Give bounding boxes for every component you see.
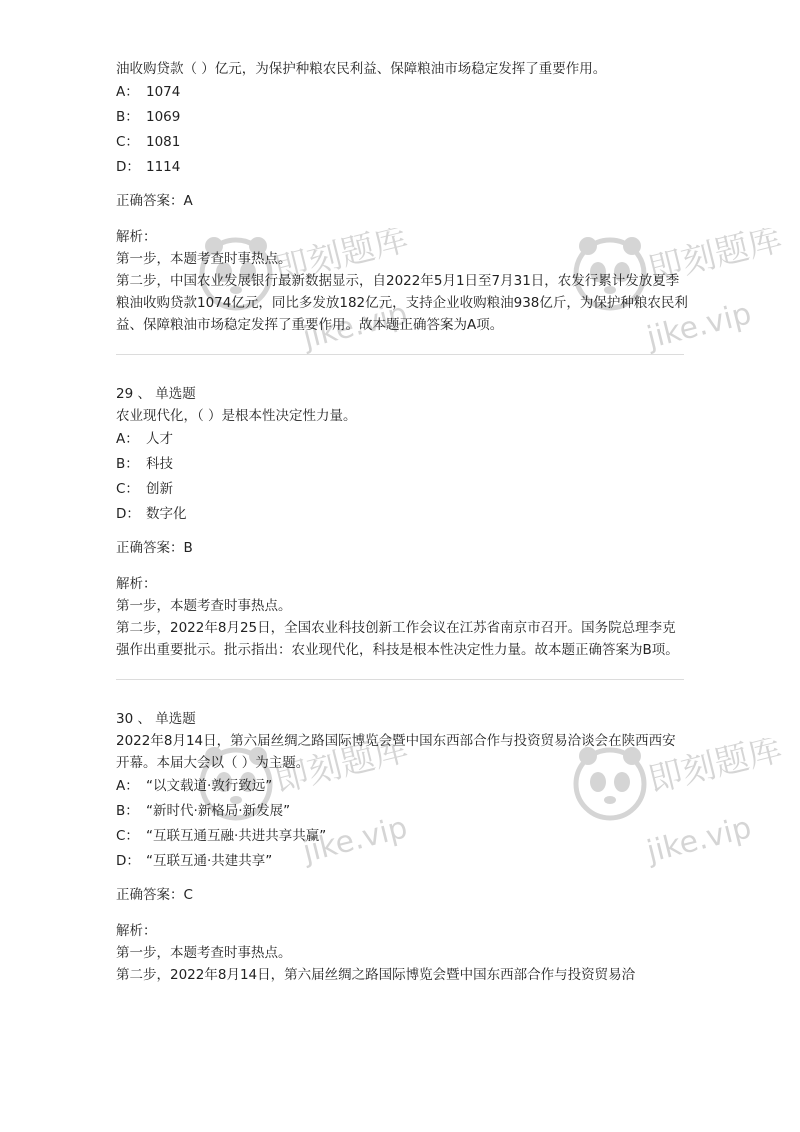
option-d: [116, 155, 688, 180]
divider: [116, 679, 684, 680]
document-body: [116, 58, 688, 986]
correct-answer: [116, 884, 688, 906]
analysis-step-1: 第一步，本题考查时事热点。: [116, 945, 292, 961]
question-stem: 农业现代化，（ ）是根本性决定性力量。: [116, 408, 357, 424]
option-key: D：: [116, 159, 140, 175]
option-text: 1114: [146, 159, 181, 175]
analysis-step-2: 第二步，中国农业发展银行最新数据显示，自2022年5月1日至7月31日，农发行累计发放夏季粮油收购贷款1074亿元，同比多发放182亿元，支持企业收购粮油938亿斤，为保护种粮农民利益、保障粮油市场稳定发挥了重要作用。故本题正确答案为A项。: [116, 273, 688, 333]
option-text: “新时代·新格局·新发展”: [146, 803, 291, 819]
option-c: [116, 824, 688, 849]
option-key: B：: [116, 456, 139, 472]
option-key: D：: [116, 853, 140, 869]
question-30: [116, 708, 688, 986]
option-key: B：: [116, 803, 139, 819]
option-key: C：: [116, 481, 139, 497]
option-c: [116, 477, 688, 502]
answer-label: 正确答案：: [116, 887, 184, 903]
correct-answer: [116, 537, 688, 559]
answer-value: C: [183, 887, 193, 903]
option-key: A：: [116, 431, 139, 447]
option-text: “互联互通·共建共享”: [146, 853, 273, 869]
option-key: D：: [116, 506, 140, 522]
analysis-label: 解析：: [116, 576, 157, 592]
option-a: [116, 80, 688, 105]
question-28: [116, 58, 688, 336]
analysis-step-2: 第二步，2022年8月25日，全国农业科技创新工作会议在江苏省南京市召开。国务院总理李克强作出重要批示。批示指出：农业现代化，科技是根本性决定性力量。故本题正确答案为B项。: [116, 620, 679, 658]
option-text: 创新: [146, 481, 173, 497]
option-text: “以文载道·敦行致远”: [146, 778, 273, 794]
analysis-step-1: 第一步，本题考查时事热点。: [116, 251, 292, 267]
option-text: 科技: [146, 456, 173, 472]
question-stem: 2022年8月14日，第六届丝绸之路国际博览会暨中国东西部合作与投资贸易洽谈会在陕西西安开幕。本届大会以（ ）为主题。: [116, 733, 676, 771]
correct-answer: [116, 190, 688, 212]
option-a: [116, 774, 688, 799]
watermark-url: jike.vip: [643, 810, 755, 870]
question-header: 29 、 单选题: [116, 386, 196, 402]
option-d: [116, 502, 688, 527]
watermark-text: 即刻题库: [270, 228, 413, 291]
option-text: 1081: [146, 134, 181, 150]
watermark-text: 即刻题库: [270, 738, 413, 801]
option-text: 数字化: [146, 506, 187, 522]
option-c: [116, 130, 688, 155]
analysis-step-2: 第二步，2022年8月14日，第六届丝绸之路国际博览会暨中国东西部合作与投资贸易洽: [116, 967, 636, 983]
option-key: C：: [116, 828, 139, 844]
option-d: [116, 849, 688, 874]
option-b: [116, 799, 688, 824]
watermark-url: jike.vip: [643, 296, 755, 356]
question-29: [116, 383, 688, 661]
watermark-url: jike.vip: [299, 810, 411, 870]
watermark-text: 即刻题库: [644, 738, 787, 801]
answer-label: 正确答案：: [116, 193, 184, 209]
analysis-label: 解析：: [116, 923, 157, 939]
watermark-text: 即刻题库: [644, 228, 787, 291]
option-text: “互联互通互融·共进共享共赢”: [146, 828, 327, 844]
option-key: A：: [116, 84, 139, 100]
answer-value: B: [183, 540, 193, 556]
option-a: [116, 427, 688, 452]
option-text: 1074: [146, 84, 181, 100]
answer-value: A: [183, 193, 193, 209]
option-key: B：: [116, 109, 139, 125]
option-key: A：: [116, 778, 139, 794]
question-stem: 油收购贷款（ ）亿元，为保护种粮农民利益、保障粮油市场稳定发挥了重要作用。: [116, 61, 607, 77]
option-text: 人才: [146, 431, 173, 447]
option-b: [116, 452, 688, 477]
divider: [116, 354, 684, 355]
option-key: C：: [116, 134, 139, 150]
option-b: [116, 105, 688, 130]
analysis-step-1: 第一步，本题考查时事热点。: [116, 598, 292, 614]
option-text: 1069: [146, 109, 181, 125]
analysis-label: 解析：: [116, 229, 157, 245]
watermark-url: jike.vip: [299, 296, 411, 356]
question-header: 30 、 单选题: [116, 711, 196, 727]
answer-label: 正确答案：: [116, 540, 184, 556]
